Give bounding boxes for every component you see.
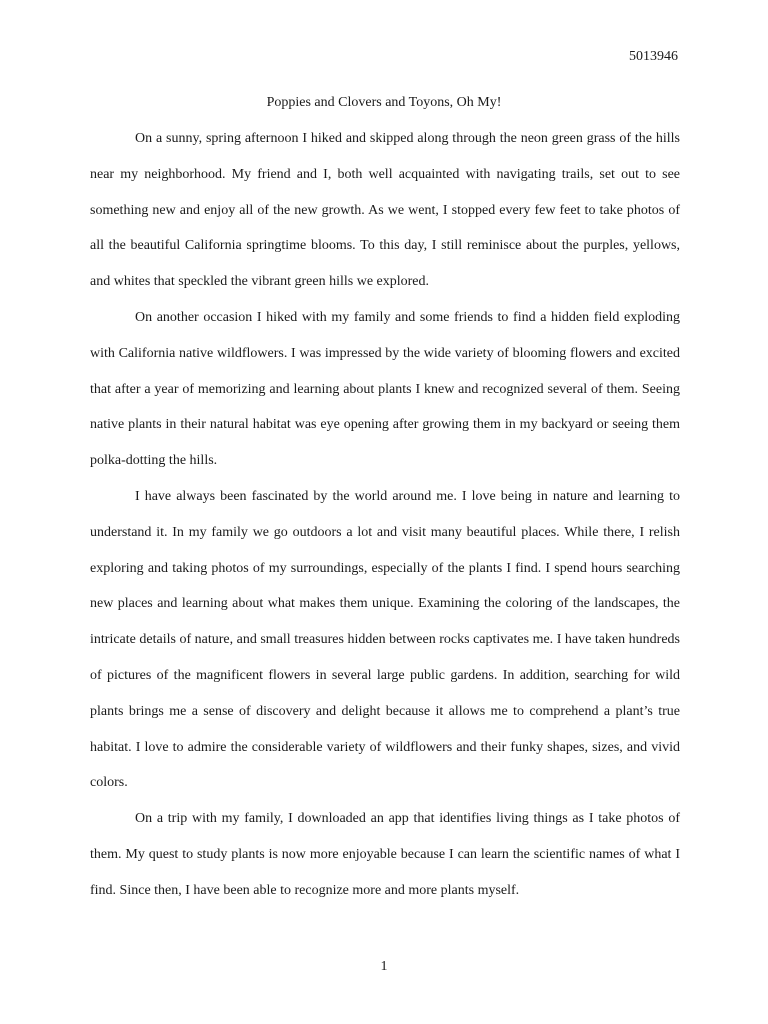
page-number: 1 xyxy=(380,959,388,974)
paragraph: On another occasion I hiked with my family and some friends to find a hidden field exploding with California native wildflowers. I was impressed by the wide variety of blooming flowers and excited that after a year of memorizing and learning about plants I knew and recognized several of them. Seeing native plants in their natural habitat was eye opening after growing them in my backyard or seeing them polka-dotting the hills. xyxy=(90,309,680,469)
paragraph: On a trip with my family, I downloaded an app that identifies living things as I take photos of them. My quest to study plants is now more enjoyable because I can learn the scientific names of what I find. Since then, I have been able to recognize more and more plants myself. xyxy=(90,811,680,898)
essay-title: Poppies and Clovers and Toyons, Oh My! xyxy=(266,95,502,110)
paragraph: On a sunny, spring afternoon I hiked and skipped along through the neon green grass of the hills near my neighborhood. My friend and I, both well acquainted with navigating trails, set out to see something new and enjoy all of the new growth. As we went, I stopped every few feet to take photos of all the beautiful California springtime blooms. To this day, I still reminisce about the purples, yellows, and whites that speckled the vibrant green hills we explored. xyxy=(90,131,680,290)
essay-body xyxy=(90,121,680,909)
paragraph: I have always been fascinated by the world around me. I love being in nature and learning to understand it. In my family we go outdoors a lot and visit many beautiful places. While there, I relish exploring and taking photos of my surroundings, especially of the plants I find. I spend hours searching new places and learning about what makes them unique. Examining the coloring of the landscapes, the intricate details of nature, and small treasures hidden between rocks captivates me. I have taken hundreds of pictures of the magnificent flowers in several large public gardens. In addition, searching for wild plants brings me a sense of discovery and delight because it allows me to comprehend a plant’s true habitat. I love to admire the considerable variety of wildflowers and their funky shapes, sizes, and vivid colors. xyxy=(90,488,680,791)
document-id: 5013946 xyxy=(629,49,678,64)
